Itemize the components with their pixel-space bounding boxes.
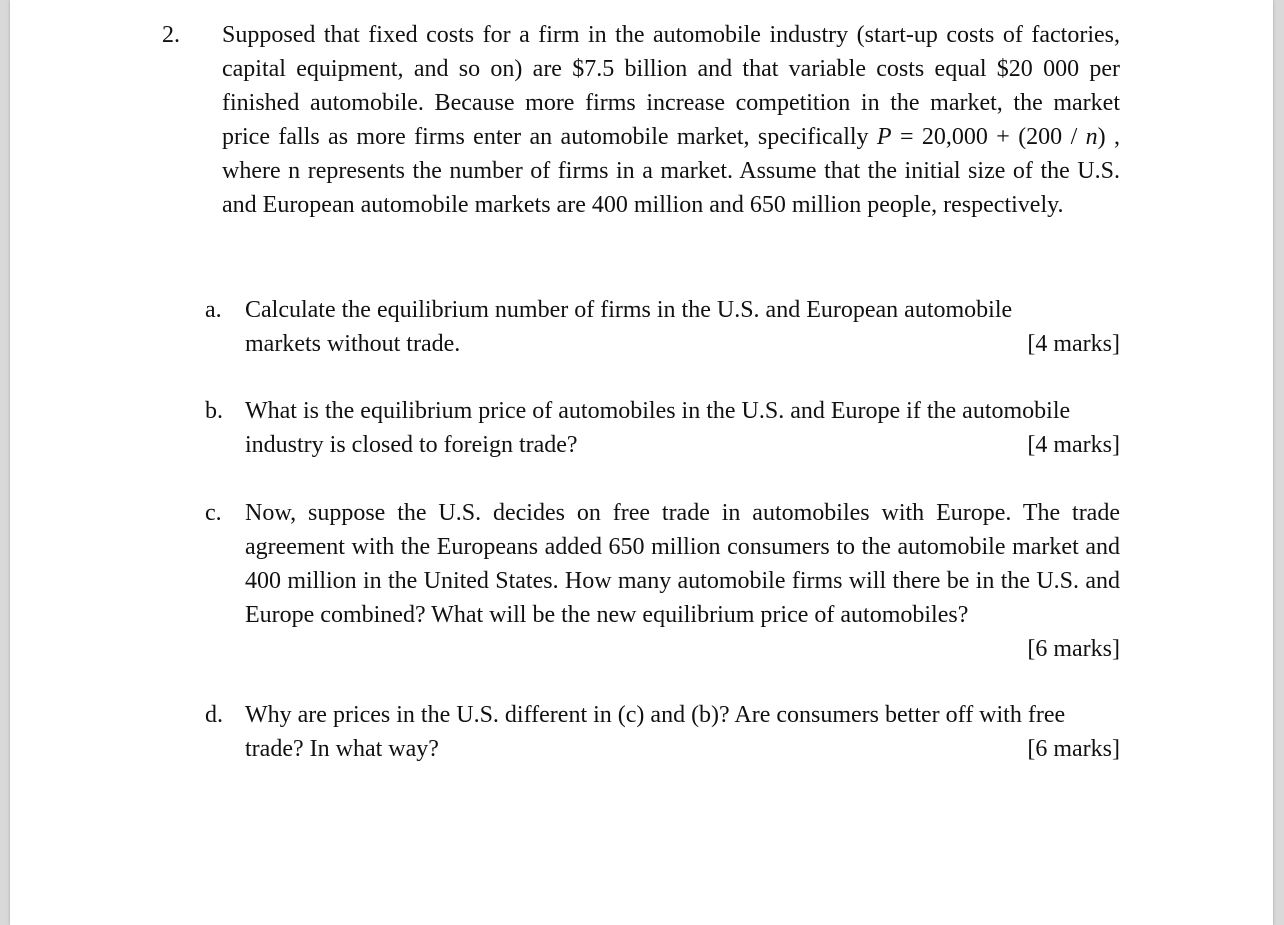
part-b-text-end: industry is closed to foreign trade? — [245, 432, 578, 458]
part-d-last-line — [245, 732, 1120, 766]
formula-close: ) — [1097, 124, 1106, 150]
part-b-text: What is the equilibrium price of automobiles in the U.S. and Europe if the automobile — [245, 398, 1071, 424]
part-a-text-end: markets without trade. — [245, 331, 461, 357]
part-d-text: Why are prices in the U.S. different in (c) and (b)? Are consumers better off with free — [245, 702, 1066, 728]
part-a-letter: a. — [205, 297, 222, 323]
part-a-text: Calculate the equilibrium number of firms in the U.S. and European automobile — [245, 297, 1013, 323]
part-b-letter: b. — [205, 398, 223, 424]
part-d-marks: [6 marks] — [1027, 736, 1120, 762]
part-a-last-line — [245, 327, 1120, 361]
document-page — [10, 0, 1273, 925]
part-b-last-line — [245, 428, 1120, 462]
part-a-marks: [4 marks] — [1027, 331, 1120, 357]
formula-variable-n: n — [1085, 124, 1098, 150]
question-text-rest: , where n represents the number of firms in a market. Assume that the initial size of the U.S. and European automobile markets are 400 million and 650 million people, respectively. — [222, 124, 1121, 218]
part-c-text: Now, suppose the U.S. decides on free trade in automobiles with Europe. The trade agreement with the Europeans added 650 million consumers to the automobile market and 400 million in the United States. How many automobile firms will there be in the U.S. and Europe combined? What will be the new equilibrium price of automobiles? — [245, 500, 1120, 628]
part-b-marks: [4 marks] — [1027, 432, 1120, 458]
part-d — [205, 698, 1120, 766]
part-b — [205, 394, 1120, 462]
price-formula — [877, 124, 1106, 150]
question-number: 2. — [162, 22, 180, 48]
part-d-text-end: trade? In what way? — [245, 736, 439, 762]
part-c-marks: [6 marks] — [1027, 636, 1120, 662]
question-text-intro: Supposed that fixed costs for a firm in the automobile industry (start-up costs of factories, capital equipment, and so on) are $7.5 billion and that variable costs equal $20 000 per finished automobile. Because more firms increase competition in the market, the market price falls as more firms enter an automobile market, specifically — [222, 22, 1120, 150]
formula-body: = 20,000 + (200 / — [891, 124, 1086, 150]
question-text — [222, 18, 1120, 222]
formula-variable-p: P — [876, 124, 892, 150]
part-a — [205, 293, 1120, 361]
part-c — [205, 496, 1120, 666]
part-c-letter: c. — [205, 500, 222, 526]
part-d-letter: d. — [205, 702, 223, 728]
